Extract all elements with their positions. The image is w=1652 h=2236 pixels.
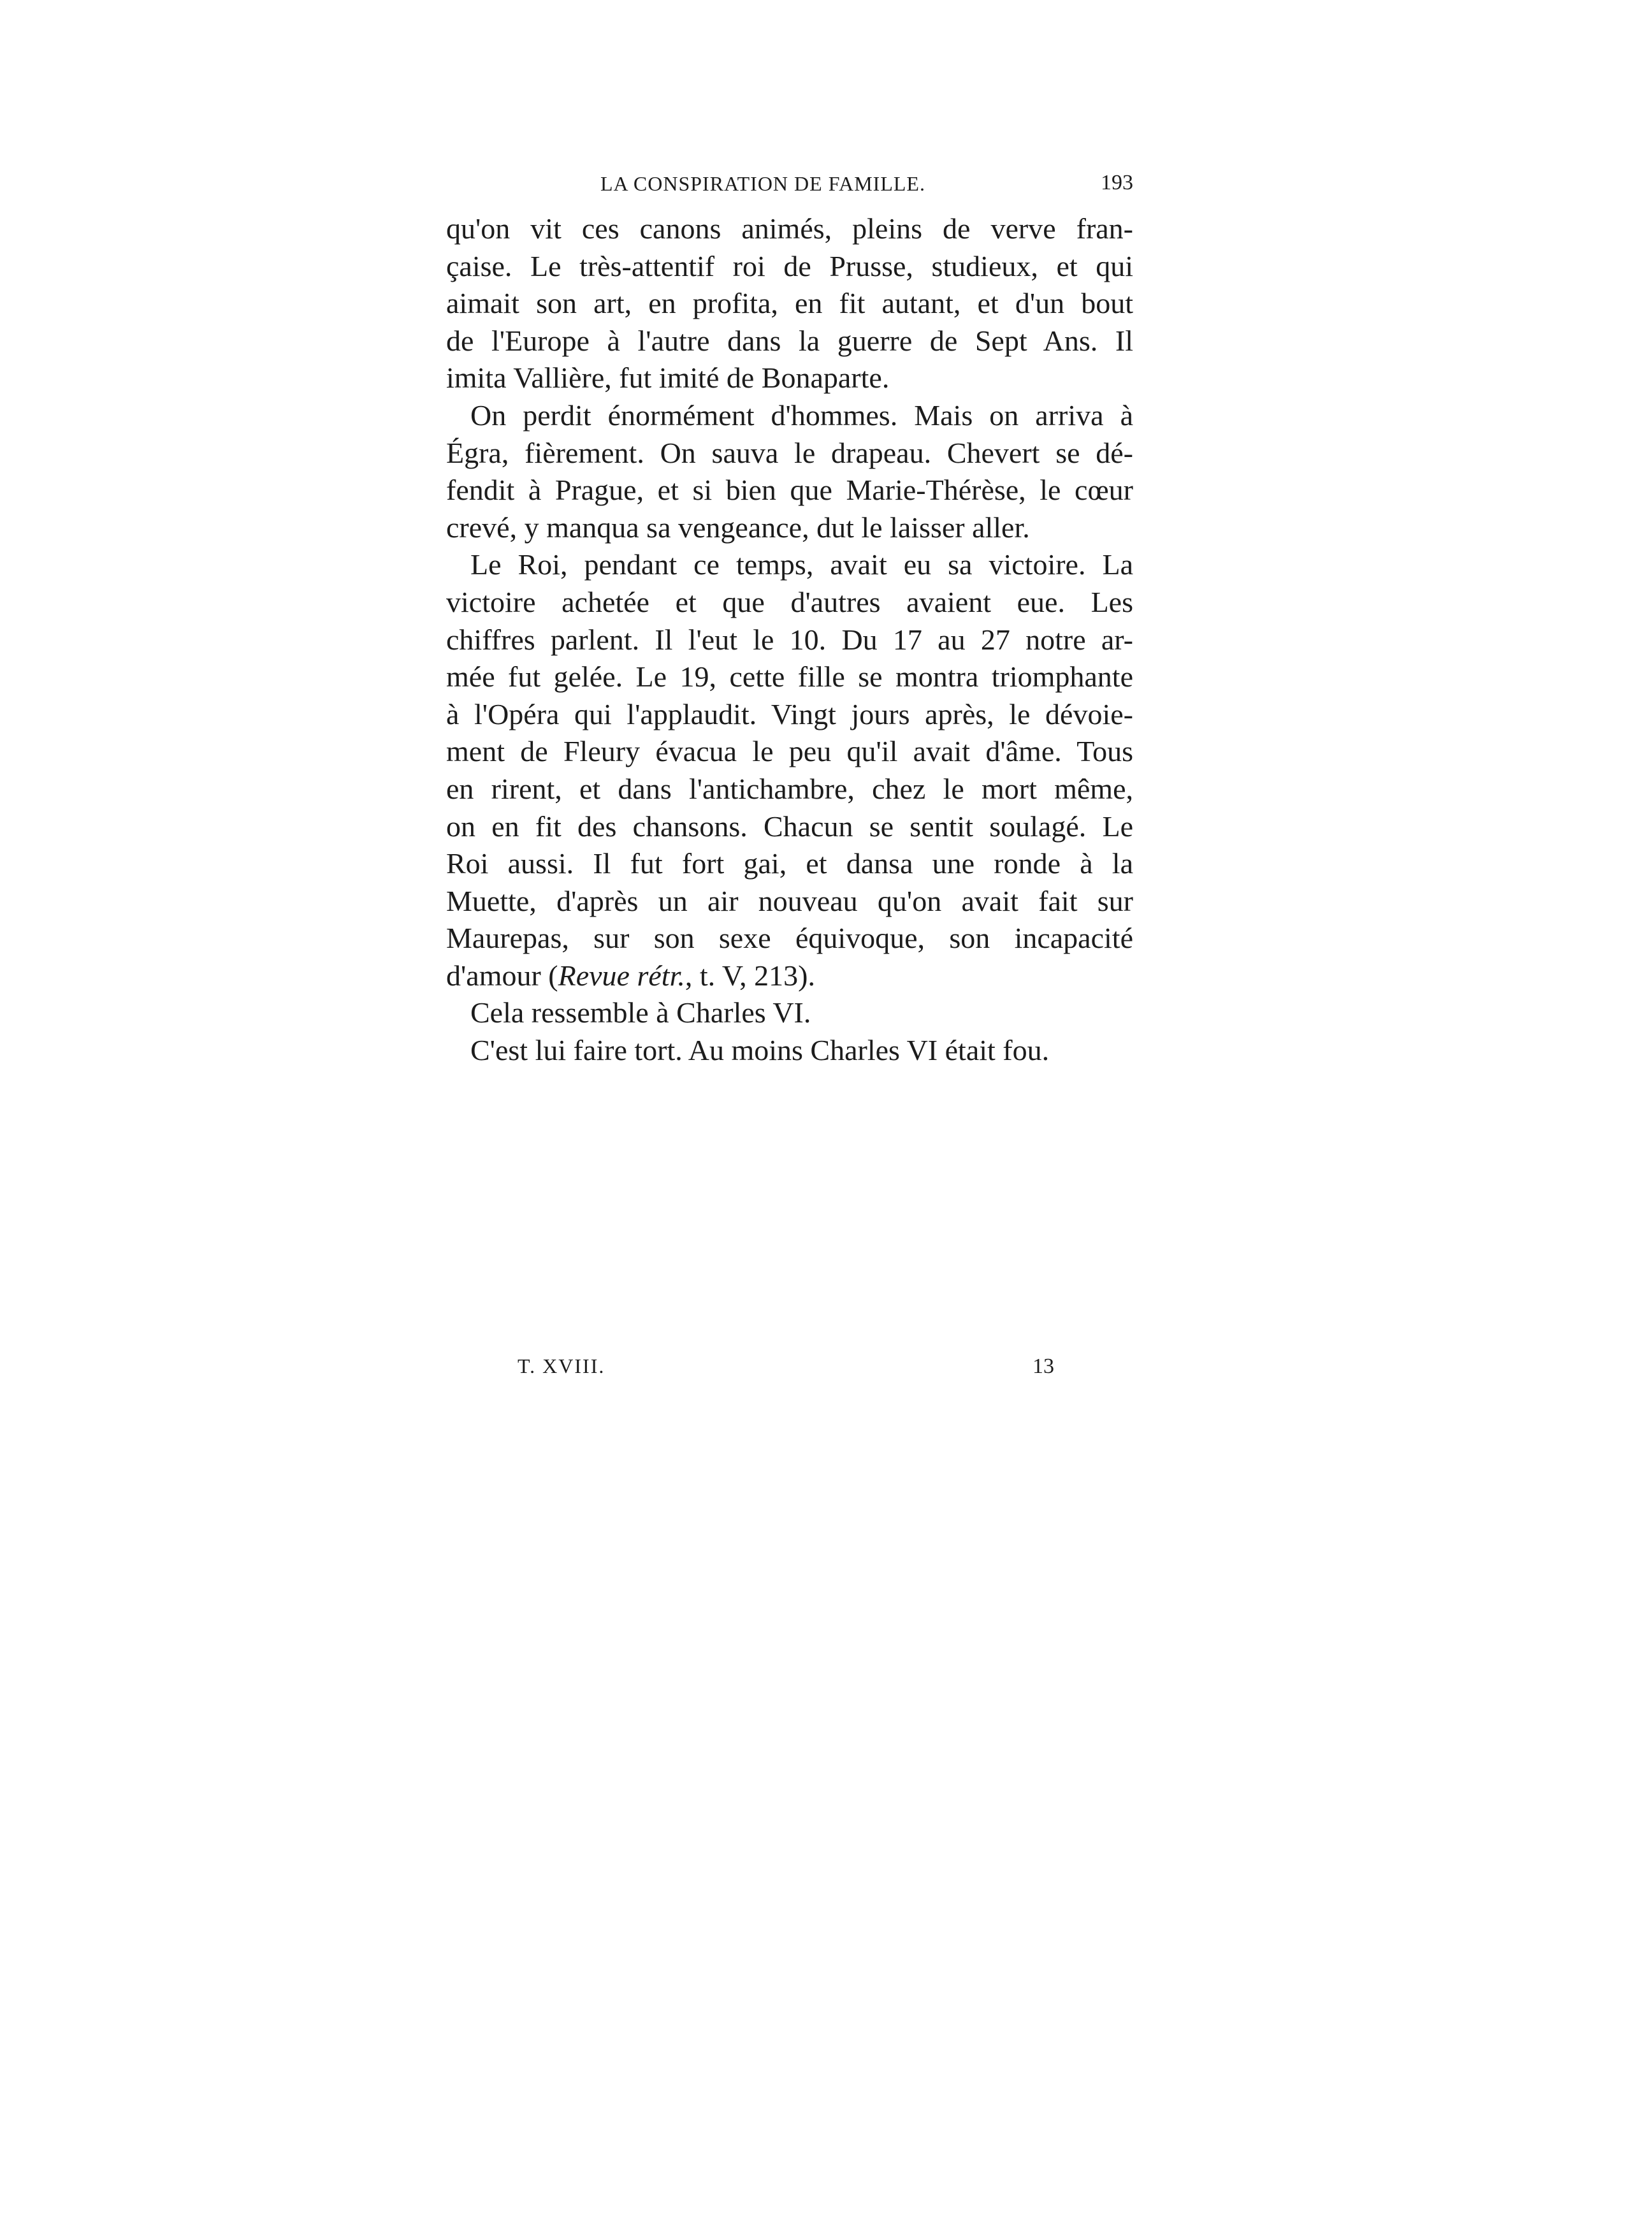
text-line: On perdit énormément d'hommes. Mais on arriva à bbox=[470, 398, 1133, 432]
page-footer bbox=[518, 1354, 1066, 1393]
text-line: chiffres parlent. Il l'eut le 10. Du 17 au 27 notre ar- bbox=[446, 623, 1133, 656]
text-line: Maurepas, sur son sexe équivoque, son incapacité bbox=[446, 922, 1133, 955]
running-header bbox=[446, 159, 1133, 204]
text-line: aimait son art, en profita, en fit autant, et d'un bout bbox=[446, 287, 1133, 320]
text-line: victoire achetée et que d'autres avaient eue. Les bbox=[446, 585, 1133, 618]
citation-title: Revue rétr. bbox=[558, 959, 685, 992]
citation-after: , t. V, 213). bbox=[685, 959, 815, 992]
text-line: ment de Fleury évacua le peu qu'il avait d'âme. Tous bbox=[446, 735, 1133, 768]
text-line: crevé, y manqua sa vengeance, dut le laisser aller. bbox=[446, 511, 1030, 544]
text-line: C'est lui faire tort. Au moins Charles VI était fou. bbox=[470, 1034, 1050, 1067]
text-line: Le Roi, pendant ce temps, avait eu sa victoire. La bbox=[470, 548, 1133, 581]
text-line: Roi aussi. Il fut fort gai, et dansa une ronde à la bbox=[446, 847, 1133, 880]
text-line: Muette, d'après un air nouveau qu'on avait fait sur bbox=[446, 884, 1133, 917]
running-title: LA CONSPIRATION DE FAMILLE. bbox=[600, 172, 925, 195]
text-line: on en fit des chansons. Chacun se sentit soulagé. Le bbox=[446, 809, 1133, 843]
citation-before: d'amour ( bbox=[446, 959, 558, 992]
text-line: imita Vallière, fut imité de Bonaparte. bbox=[446, 361, 890, 395]
text-line: Égra, fièrement. On sauva le drapeau. Chevert se dé- bbox=[446, 436, 1133, 469]
text-line: de l'Europe à l'autre dans la guerre de Sept Ans. Il bbox=[446, 324, 1133, 357]
text-line: en rirent, et dans l'antichambre, chez le mort même, bbox=[446, 772, 1133, 805]
page-number: 193 bbox=[1101, 171, 1133, 194]
text-line: Cela ressemble à Charles VI. bbox=[470, 996, 811, 1029]
text-line: fendit à Prague, et si bien que Marie-Thérèse, le cœur bbox=[446, 474, 1133, 507]
body-text bbox=[446, 210, 1133, 1070]
text-line: à l'Opéra qui l'applaudit. Vingt jours après, le dévoie- bbox=[446, 697, 1133, 730]
volume-signature: T. XVIII. bbox=[518, 1354, 605, 1377]
text-line: mée fut gelée. Le 19, cette fille se montra triomphante bbox=[446, 660, 1133, 693]
text-line: qu'on vit ces canons animés, pleins de verve fran- bbox=[446, 212, 1133, 245]
text-line: çaise. Le très-attentif roi de Prusse, studieux, et qui bbox=[446, 249, 1133, 282]
signature-number: 13 bbox=[1032, 1354, 1054, 1378]
citation-line bbox=[446, 957, 1133, 995]
